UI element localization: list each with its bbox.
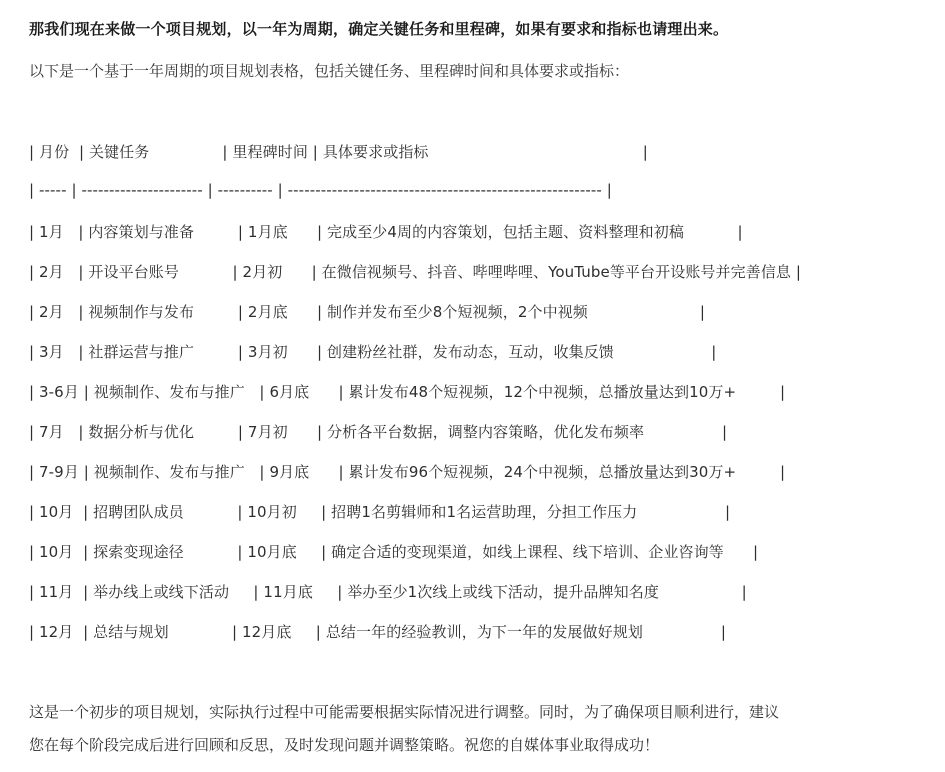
table-row: | 3月 | 社群运营与推广 | 3月初 | 创建粉丝社群，发布动态，互动，收集反馈 | <box>29 343 717 361</box>
table-row: | 7月 | 数据分析与优化 | 7月初 | 分析各平台数据，调整内容策略，优化发布频率 | <box>29 423 728 441</box>
footer-paragraph-line: 您在每个阶段完成后进行回顾和反思，及时发现问题并调整策略。祝您的自媒体事业取得成功！ <box>29 736 660 754</box>
table-row: | 7-9月 | 视频制作、发布与推广 | 9月底 | 累计发布96个短视频，24个中视频，总播放量达到30万+ | <box>29 463 786 481</box>
table-header-line: | 月份 | 关键任务 | 里程碑时间 | 具体要求或指标 | <box>29 143 648 161</box>
table-row: | 2月 | 开设平台账号 | 2月初 | 在微信视频号、抖音、哔哩哔哩、YouTube等平台开设账号并完善信息 | <box>29 263 802 281</box>
user-question: 那我们现在来做一个项目规划，以一年为周期，确定关键任务和里程碑，如果有要求和指标也请理出来。 <box>29 20 729 38</box>
footer-paragraph-line: 这是一个初步的项目规划，实际执行过程中可能需要根据实际情况进行调整。同时，为了确保项目顺利进行，建议 <box>29 703 780 721</box>
table-row: | 10月 | 招聘团队成员 | 10月初 | 招聘1名剪辑师和1名运营助理，分担工作压力 | <box>29 503 731 521</box>
intro-text: 以下是一个基于一年周期的项目规划表格，包括关键任务、里程碑时间和具体要求或指标： <box>29 62 630 80</box>
table-row: | 10月 | 探索变现途径 | 10月底 | 确定合适的变现渠道，如线上课程、线下培训、企业咨询等 | <box>29 543 759 561</box>
table-row: | 2月 | 视频制作与发布 | 2月底 | 制作并发布至少8个短视频，2个中视频 | <box>29 303 706 321</box>
table-row: | 3-6月 | 视频制作、发布与推广 | 6月底 | 累计发布48个短视频，12个中视频，总播放量达到10万+ | <box>29 383 786 401</box>
table-separator-line: | ----- | ---------------------- | ---------- | --------------------------------------------------------- | <box>29 181 612 199</box>
table-row: | 12月 | 总结与规划 | 12月底 | 总结一年的经验教训，为下一年的发展做好规划 | <box>29 623 726 641</box>
table-row: | 11月 | 举办线上或线下活动 | 11月底 | 举办至少1次线上或线下活动，提升品牌知名度 | <box>29 583 747 601</box>
table-row: | 1月 | 内容策划与准备 | 1月底 | 完成至少4周的内容策划，包括主题、资料整理和初稿 | <box>29 223 743 241</box>
